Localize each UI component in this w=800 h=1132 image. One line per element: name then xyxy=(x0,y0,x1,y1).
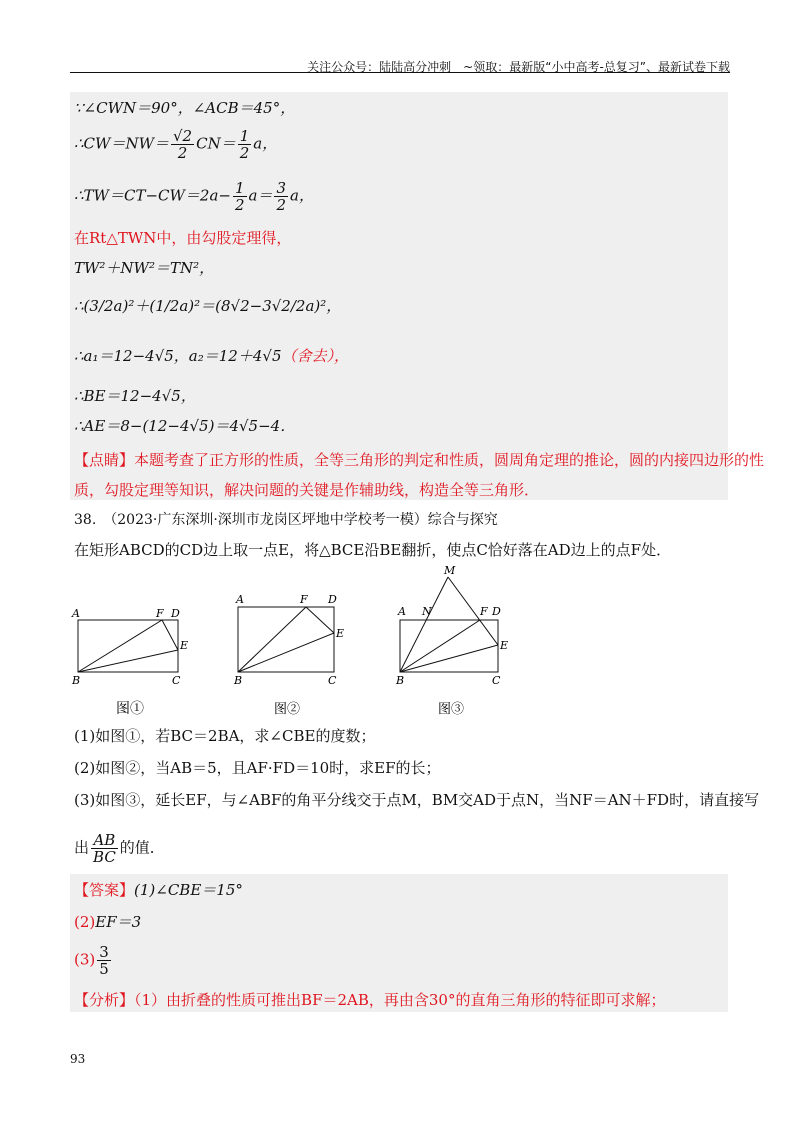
question-1: (1)如图①，若BC＝2BA，求∠CBE的度数； xyxy=(74,727,376,745)
fig3-label-F: F xyxy=(480,605,488,618)
fig2-label-B: B xyxy=(234,674,243,687)
fig1-label-B: B xyxy=(72,674,81,687)
page-header: 关注公众号：陆陆高分冲刺 ~领取：最新版“小中高考-总复习”、最新试卷下载 xyxy=(307,60,730,74)
solution-line-3: ∴TW＝CT−CW＝2a− $\frac{1}{2}$ a＝ $\frac{3}{2}$ a， xyxy=(74,179,314,214)
figure-2 xyxy=(233,593,344,717)
solution-line-4: 在Rt△TWN中，由勾股定理得， xyxy=(74,229,292,247)
solution-line-1: ∵∠CWN＝90°，∠ACB＝45°， xyxy=(74,99,296,117)
fig3-line-BM xyxy=(400,577,448,672)
fig1-label-D: D xyxy=(171,607,180,620)
fraction: $\frac{1}{2}$ xyxy=(234,179,245,214)
fraction: $\frac{3}{2}$ xyxy=(276,179,287,214)
fig1-caption: 图① xyxy=(116,701,144,717)
fig2-label-C: C xyxy=(328,674,337,687)
question-3-cont: 出 $\frac{AB}{BC}$ 的值． xyxy=(74,831,165,866)
solution-line-5: TW²＋NW²＝TN²， xyxy=(74,259,215,277)
problem-stem: 在矩形ABCD的CD边上取一点E，将△BCE沿BE翻折，使点C恰好落在AD边上的点F处． xyxy=(74,541,672,559)
fig3-line-ME xyxy=(448,577,498,645)
fig1-label-E: E xyxy=(180,639,189,652)
fig1-rect-top xyxy=(78,620,178,672)
fraction: $\frac{AB}{BC}$ xyxy=(93,831,116,866)
fig1-line-BF xyxy=(78,620,162,672)
fig1-label-F: F xyxy=(156,607,164,620)
fig2-line-BE xyxy=(238,633,334,672)
solution-line-8: ∴BE＝12−4√5， xyxy=(74,387,196,405)
fig2-label-A: A xyxy=(236,593,244,606)
fig1-label-C: C xyxy=(172,674,181,687)
problem-title: 38. （2023·广东深圳·深圳市龙岗区坪地中学校考一模）综合与探究 xyxy=(74,512,498,528)
fig3-label-B: B xyxy=(396,674,405,687)
fig3-line-BE xyxy=(400,645,498,672)
fig3-rect xyxy=(400,620,498,672)
fig3-line-BF xyxy=(400,620,480,672)
answer-line-2: (2)EF＝3 xyxy=(74,913,142,931)
fig2-label-E: E xyxy=(336,627,345,640)
fig3-label-N: N xyxy=(422,605,432,618)
solution-line-2: ∴CW＝NW＝ $\frac{√2}{2}$ CN＝ $\frac{1}{2}$ a， xyxy=(74,127,278,162)
fig1-line-FE xyxy=(162,620,178,650)
fig3-label-M: M xyxy=(444,565,456,577)
fig2-line-BF xyxy=(238,607,306,672)
comment-line-1: 【点睛】本题考查了正方形的性质，全等三角形的判定和性质，圆周角定理的推论，圆的内接四边形的性 xyxy=(74,451,765,469)
fraction: $\frac{√2}{2}$ xyxy=(172,127,193,162)
comment-line-2: 质，勾股定理等知识，解决问题的关键是作辅助线，构造全等三角形． xyxy=(74,481,540,499)
answer-line-3: (3) $\frac{3}{5}$ xyxy=(74,943,109,978)
figure-3 xyxy=(395,565,508,717)
question-3: (3)如图③，延长EF，与∠ABF的角平分线交于点M，BM交AD于点N，当NF＝AN＋FD时，请直接写 xyxy=(74,791,760,809)
fig2-label-F: F xyxy=(300,593,308,606)
fig1-line-BE xyxy=(78,650,178,672)
fig2-label-D: D xyxy=(328,593,337,606)
fig3-label-C: C xyxy=(492,674,501,687)
fig3-label-A: A xyxy=(398,605,406,618)
solution-line-9: ∴AE＝8−(12−4√5)＝4√5−4． xyxy=(74,417,296,435)
figure-1 xyxy=(71,607,188,717)
header-rule xyxy=(70,72,730,73)
fig2-caption: 图② xyxy=(274,702,301,717)
solution-line-7: ∴a₁＝12−4√5，a₂＝12＋4√5（舍去）， xyxy=(74,347,350,365)
fig2-rect xyxy=(238,607,334,672)
fig1-label-A: A xyxy=(72,607,80,620)
page-number: 93 xyxy=(70,1052,86,1066)
question-2: (2)如图②，当AB＝5，且AF·FD＝10时，求EF的长； xyxy=(74,759,441,777)
fig3-label-E: E xyxy=(500,639,509,652)
fig3-caption: 图③ xyxy=(438,702,465,717)
figures xyxy=(70,565,730,725)
fig2-line-FE xyxy=(306,607,334,633)
fraction: $\frac{1}{2}$ xyxy=(239,127,250,162)
solution-line-6: ∴(3/2a)²＋(1/2a)²＝(8√2−3√2/2a)²， xyxy=(74,297,342,315)
fig3-label-D: D xyxy=(492,605,501,618)
fraction: $\frac{3}{5}$ xyxy=(99,943,109,978)
answer-line-1: 【答案】(1)∠CBE＝15° xyxy=(74,881,243,899)
analysis-line: 【分析】（1）由折叠的性质可推出BF＝2AB，再由含30°的直角三角形的特征即可求解； xyxy=(74,991,666,1009)
